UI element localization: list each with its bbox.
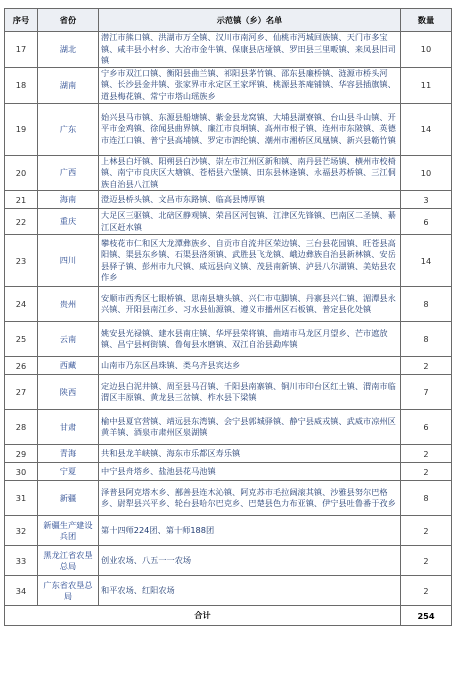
- row-town-list: 山南市乃东区昌珠镇、类乌齐县宾达乡: [99, 357, 401, 375]
- row-province: 青海: [38, 445, 99, 463]
- row-town-list: 和平农场、红阳农场: [99, 576, 401, 606]
- table-row: [5, 322, 452, 357]
- row-number: 27: [5, 375, 38, 410]
- row-province: 新疆生产建设兵团: [38, 516, 99, 546]
- table-row: [5, 410, 452, 445]
- header-province: 省份: [38, 9, 99, 32]
- table-row: [5, 445, 452, 463]
- row-province: 海南: [38, 191, 99, 209]
- row-province: 甘肃: [38, 410, 99, 445]
- row-number: 19: [5, 103, 38, 155]
- row-number: 33: [5, 546, 38, 576]
- row-town-list: 安顺市西秀区七眼桥镇、思南县塘头镇、兴仁市屯脚镇、丹寨县兴仁镇、湄潭县永兴镇、开阳县南江乡、习水县仙源镇、遵义市播州区石板镇、普定县化处镇: [99, 287, 401, 322]
- row-count: 2: [401, 516, 452, 546]
- row-number: 18: [5, 67, 38, 103]
- row-count: 7: [401, 375, 452, 410]
- table-row: [5, 191, 452, 209]
- row-number: 21: [5, 191, 38, 209]
- row-number: 32: [5, 516, 38, 546]
- row-province: 广西: [38, 155, 99, 191]
- row-town-list: 第十四师224团、第十师188团: [99, 516, 401, 546]
- row-count: 3: [401, 191, 452, 209]
- row-province: 宁夏: [38, 463, 99, 481]
- row-town-list: 大足区三驱镇、北碚区静观镇、荣昌区河包镇、江津区先锋镇、巴南区二圣镇、綦江区赶水镇: [99, 209, 401, 235]
- table-row: [5, 357, 452, 375]
- row-number: 25: [5, 322, 38, 357]
- total-count: 254: [401, 606, 452, 626]
- row-town-list: 澄迈县桥头镇、文昌市东路镇、临高县博厚镇: [99, 191, 401, 209]
- row-town-list: 泽普县阿克塔木乡、鄯善县连木沁镇、阿克苏市毛拉阔滚其镇、沙雅县努尔巴格乡、尉犁县兴平乡、轮台县哈尔巴克乡、巴楚县色力布亚镇、伊宁县吐鲁番于孜乡: [99, 481, 401, 516]
- row-town-list: 宁乡市双江口镇、衡阳县曲兰镇、祁阳县茅竹镇、邵东县廉桥镇、涟源市桥头河镇、长沙县金井镇、张家界市永定区王家坪镇、桃源县茶庵铺镇、华容县插旗镇、道县梅花镇、常宁市塔山瑶族乡: [99, 67, 401, 103]
- row-number: 28: [5, 410, 38, 445]
- row-count: 2: [401, 357, 452, 375]
- row-count: 2: [401, 546, 452, 576]
- table-row: [5, 209, 452, 235]
- row-town-list: 中宁县舟塔乡、盐池县花马池镇: [99, 463, 401, 481]
- table-row: [5, 235, 452, 287]
- row-count: 10: [401, 155, 452, 191]
- row-town-list: 上林县白圩镇、阳朔县白沙镇、崇左市江州区新和镇、南丹县芒场镇、横州市校椅镇、南宁市良庆区大塘镇、苍梧县六堡镇、田东县林逢镇、永福县苏桥镇、三江侗族自治县八江镇: [99, 155, 401, 191]
- row-count: 11: [401, 67, 452, 103]
- row-town-list: 共和县龙羊峡镇、海东市乐都区寿乐镇: [99, 445, 401, 463]
- table-row: [5, 463, 452, 481]
- row-province: 四川: [38, 235, 99, 287]
- row-number: 31: [5, 481, 38, 516]
- row-province: 湖北: [38, 32, 99, 68]
- row-number: 20: [5, 155, 38, 191]
- row-number: 34: [5, 576, 38, 606]
- table-row: [5, 576, 452, 606]
- row-number: 22: [5, 209, 38, 235]
- row-province: 云南: [38, 322, 99, 357]
- header-town-list: 示范镇（乡）名单: [99, 9, 401, 32]
- row-town-list: 攀枝花市仁和区大龙潭彝族乡、自贡市自流井区荣边镇、三台县花园镇、旺苍县高阳镇、渠县东乡镇、石渠县洛须镇、武胜县飞龙镇、峨边彝族自治县新林镇、安岳县驿子镇、彭州市九尺镇、威远县向义镇、茂县南新镇、泸县八尔湖镇、美姑县农作乡: [99, 235, 401, 287]
- row-province: 贵州: [38, 287, 99, 322]
- row-province: 重庆: [38, 209, 99, 235]
- row-count: 8: [401, 481, 452, 516]
- row-count: 6: [401, 410, 452, 445]
- row-count: 14: [401, 103, 452, 155]
- row-count: 14: [401, 235, 452, 287]
- table-row: [5, 103, 452, 155]
- table-body: [5, 32, 452, 626]
- row-count: 2: [401, 463, 452, 481]
- total-row: [5, 606, 452, 626]
- table-row: [5, 375, 452, 410]
- row-town-list: 始兴县马市镇、东源县船塘镇、紫金县龙窝镇、大埔县湖寮镇、台山县斗山镇、开平市金鸡镇、徐闻县曲界镇、廉江市良垌镇、高州市根子镇、连州市东陂镇、英德市连江口镇、普宁县高埔镇、罗定市泗纶镇、潮州市湘桥区凤凰镇、新兴县簕竹镇: [99, 103, 401, 155]
- row-count: 8: [401, 287, 452, 322]
- row-province: 湖南: [38, 67, 99, 103]
- table-row: [5, 32, 452, 68]
- header-row: [5, 9, 452, 32]
- row-count: 8: [401, 322, 452, 357]
- row-town-list: 潜江市熊口镇、洪湖市万全镇、汉川市南河乡、仙桃市沔城回族镇、天门市多宝镇、咸丰县小村乡、大冶市金牛镇、保康县店垭镇、罗田县三里畈镇、来凤县旧司镇: [99, 32, 401, 68]
- row-number: 30: [5, 463, 38, 481]
- row-province: 广东: [38, 103, 99, 155]
- row-number: 26: [5, 357, 38, 375]
- table-row: [5, 287, 452, 322]
- row-province: 西藏: [38, 357, 99, 375]
- table-row: [5, 516, 452, 546]
- row-town-list: 榆中县夏官营镇、靖远县东湾镇、会宁县郭城驿镇、静宁县威戎镇、武威市凉州区黄羊镇、酒泉市肃州区泉湖镇: [99, 410, 401, 445]
- row-province: 广东省农垦总局: [38, 576, 99, 606]
- header-count: 数量: [401, 9, 452, 32]
- row-count: 6: [401, 209, 452, 235]
- row-count: 2: [401, 445, 452, 463]
- table-row: [5, 481, 452, 516]
- row-count: 10: [401, 32, 452, 68]
- row-number: 29: [5, 445, 38, 463]
- table-row: [5, 155, 452, 191]
- row-province: 黑龙江省农垦总局: [38, 546, 99, 576]
- row-number: 23: [5, 235, 38, 287]
- row-province: 新疆: [38, 481, 99, 516]
- row-count: 2: [401, 576, 452, 606]
- town-list-table: [4, 8, 452, 626]
- row-town-list: 姚安县光禄镇、建水县南庄镇、华坪县荣将镇、曲靖市马龙区月望乡、芒市遮放镇、昌宁县柯街镇、鲁甸县水磨镇、双江自治县勐库镇: [99, 322, 401, 357]
- row-province: 陕西: [38, 375, 99, 410]
- table-row: [5, 67, 452, 103]
- row-town-list: 创业农场、八五一一农场: [99, 546, 401, 576]
- row-town-list: 定边县白泥井镇、周至县马召镇、千阳县南寨镇、铜川市印台区红土镇、渭南市临渭区丰原镇、黄龙县三岔镇、柞水县下梁镇: [99, 375, 401, 410]
- header-no: 序号: [5, 9, 38, 32]
- total-label: 合计: [5, 606, 401, 626]
- table-row: [5, 546, 452, 576]
- row-number: 24: [5, 287, 38, 322]
- row-number: 17: [5, 32, 38, 68]
